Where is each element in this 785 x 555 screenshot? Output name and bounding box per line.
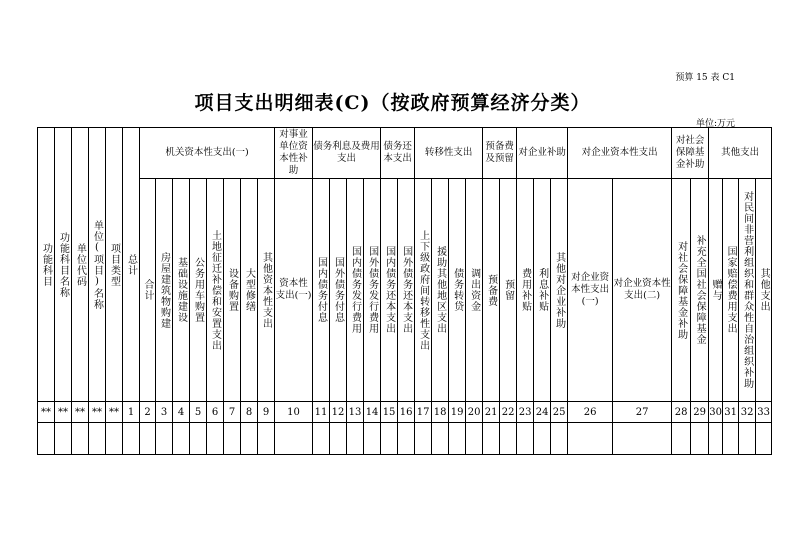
sub-header: 上下级政府间转移性支出 <box>415 179 432 402</box>
sub-header: 国外债务发行费用 <box>364 179 381 402</box>
sub-header: 土地征迁补偿和安置支出 <box>207 179 224 402</box>
sub-header: 国外债务付息 <box>330 179 347 402</box>
index-cell: 15 <box>381 402 398 423</box>
group-header-debt-principal: 债务还本支出 <box>381 128 415 179</box>
group-header-row <box>38 128 772 179</box>
data-cell <box>381 423 398 455</box>
data-cell <box>347 423 364 455</box>
index-cell: 33 <box>756 402 772 423</box>
index-cell: 16 <box>398 402 415 423</box>
data-cell <box>241 423 258 455</box>
sub-header: 对社会保障基金补助 <box>672 179 691 402</box>
index-cell: 25 <box>551 402 568 423</box>
empty-data-row <box>38 423 772 455</box>
data-cell <box>483 423 500 455</box>
index-cell: 10 <box>275 402 313 423</box>
data-cell <box>739 423 756 455</box>
sub-header: 预备费 <box>483 179 500 402</box>
data-cell <box>38 423 55 455</box>
data-cell <box>89 423 106 455</box>
form-code: 预算 15 表 C1 <box>675 73 735 83</box>
group-header-agency-capital: 机关资本性支出(一) <box>140 128 275 179</box>
sub-header: 资本性支出(一) <box>275 179 313 402</box>
index-cell: 7 <box>224 402 241 423</box>
sub-header: 补充全国社会保障基金 <box>691 179 709 402</box>
sub-header: 费用补贴 <box>517 179 534 402</box>
sub-header: 大型修缮 <box>241 179 258 402</box>
col-header-unit-code: 单位代码 <box>72 128 89 402</box>
group-header-institution-capital-subsidy: 对事业单位资本性补助 <box>275 128 313 179</box>
col-header-function-subject: 功能科目 <box>38 128 55 402</box>
data-cell <box>432 423 449 455</box>
index-cell: 12 <box>330 402 347 423</box>
index-cell: 13 <box>347 402 364 423</box>
col-header-project-type: 项目类型 <box>106 128 123 402</box>
index-cell: 24 <box>534 402 551 423</box>
index-cell: 9 <box>258 402 275 423</box>
sub-header: 援助其他地区支出 <box>432 179 449 402</box>
index-cell: 23 <box>517 402 534 423</box>
data-cell <box>398 423 415 455</box>
index-cell: 14 <box>364 402 381 423</box>
index-cell: 27 <box>613 402 672 423</box>
data-cell <box>123 423 140 455</box>
data-cell <box>275 423 313 455</box>
data-cell <box>313 423 330 455</box>
sub-header: 房屋建筑物购建 <box>156 179 173 402</box>
index-cell: 29 <box>691 402 709 423</box>
index-cell: 31 <box>723 402 739 423</box>
data-cell <box>517 423 534 455</box>
index-cell: 30 <box>709 402 723 423</box>
data-cell <box>466 423 483 455</box>
index-cell: 2 <box>140 402 156 423</box>
index-cell: 19 <box>449 402 466 423</box>
index-cell: 32 <box>739 402 756 423</box>
col-header-function-subject-name: 功能科目名称 <box>55 128 72 402</box>
data-cell <box>709 423 723 455</box>
sub-header: 公务用车购置 <box>190 179 207 402</box>
sub-header: 利息补贴 <box>534 179 551 402</box>
sub-header: 对企业资本性支出(二) <box>613 179 672 402</box>
index-cell: 3 <box>156 402 173 423</box>
group-header-transfer: 转移性支出 <box>415 128 483 179</box>
index-cell: 18 <box>432 402 449 423</box>
index-cell: 11 <box>313 402 330 423</box>
unit-label: 单位:万元 <box>695 119 735 129</box>
sub-header: 其他对企业补助 <box>551 179 568 402</box>
index-cell: 21 <box>483 402 500 423</box>
sub-header: 合计 <box>140 179 156 402</box>
group-header-other: 其他支出 <box>709 128 772 179</box>
col-header-unit-project-name: 单位(项目)名称 <box>89 128 106 402</box>
index-cell: 28 <box>672 402 691 423</box>
group-header-social-security: 对社会保障基金补助 <box>672 128 709 179</box>
group-header-debt-interest: 债务利息及费用支出 <box>313 128 381 179</box>
group-header-enterprise-capital: 对企业资本性支出 <box>568 128 672 179</box>
data-cell <box>258 423 275 455</box>
data-cell <box>756 423 772 455</box>
page-title: 项目支出明细表(C)（按政府预算经济分类） <box>194 92 591 114</box>
index-cell: ** <box>72 402 89 423</box>
data-cell <box>449 423 466 455</box>
sub-header: 基础设施建设 <box>173 179 190 402</box>
index-cell: ** <box>38 402 55 423</box>
sub-header: 国家赔偿费用支出 <box>723 179 739 402</box>
index-cell: 5 <box>190 402 207 423</box>
data-cell <box>568 423 613 455</box>
sub-header: 国内债务付息 <box>313 179 330 402</box>
sub-header: 对民间非营利组织和群众性自治组织补助 <box>739 179 756 402</box>
sub-header-row <box>38 179 772 402</box>
index-cell: 26 <box>568 402 613 423</box>
sub-header: 其他支出 <box>756 179 772 402</box>
index-row <box>38 402 772 423</box>
index-cell: 4 <box>173 402 190 423</box>
index-cell: ** <box>89 402 106 423</box>
data-cell <box>500 423 517 455</box>
index-cell: 17 <box>415 402 432 423</box>
data-cell <box>140 423 156 455</box>
data-cell <box>156 423 173 455</box>
index-cell: 1 <box>123 402 140 423</box>
data-cell <box>224 423 241 455</box>
sub-header: 设备购置 <box>224 179 241 402</box>
data-cell <box>415 423 432 455</box>
data-cell <box>207 423 224 455</box>
data-cell <box>613 423 672 455</box>
data-cell <box>691 423 709 455</box>
index-cell: ** <box>55 402 72 423</box>
sub-header: 对企业资本性支出(一) <box>568 179 613 402</box>
data-cell <box>190 423 207 455</box>
data-cell <box>364 423 381 455</box>
index-cell: 6 <box>207 402 224 423</box>
data-cell <box>72 423 89 455</box>
data-cell <box>723 423 739 455</box>
sub-header: 调出资金 <box>466 179 483 402</box>
index-cell: 20 <box>466 402 483 423</box>
data-cell <box>672 423 691 455</box>
sub-header: 国外债务还本支出 <box>398 179 415 402</box>
sub-header: 国内债务发行费用 <box>347 179 364 402</box>
data-cell <box>534 423 551 455</box>
sub-header: 其他资本性支出 <box>258 179 275 402</box>
data-cell <box>330 423 347 455</box>
data-cell <box>55 423 72 455</box>
data-cell <box>551 423 568 455</box>
col-header-grand-total: 总计 <box>123 128 140 402</box>
expenditure-table <box>37 127 772 455</box>
group-header-reserve: 预备费及预留 <box>483 128 517 179</box>
data-cell <box>106 423 123 455</box>
index-cell: ** <box>106 402 123 423</box>
sub-header: 债务转贷 <box>449 179 466 402</box>
group-header-enterprise-subsidy: 对企业补助 <box>517 128 568 179</box>
sub-header: 国内债务还本支出 <box>381 179 398 402</box>
index-cell: 8 <box>241 402 258 423</box>
data-cell <box>173 423 190 455</box>
sub-header: 赠与 <box>709 179 723 402</box>
sub-header: 预留 <box>500 179 517 402</box>
index-cell: 22 <box>500 402 517 423</box>
